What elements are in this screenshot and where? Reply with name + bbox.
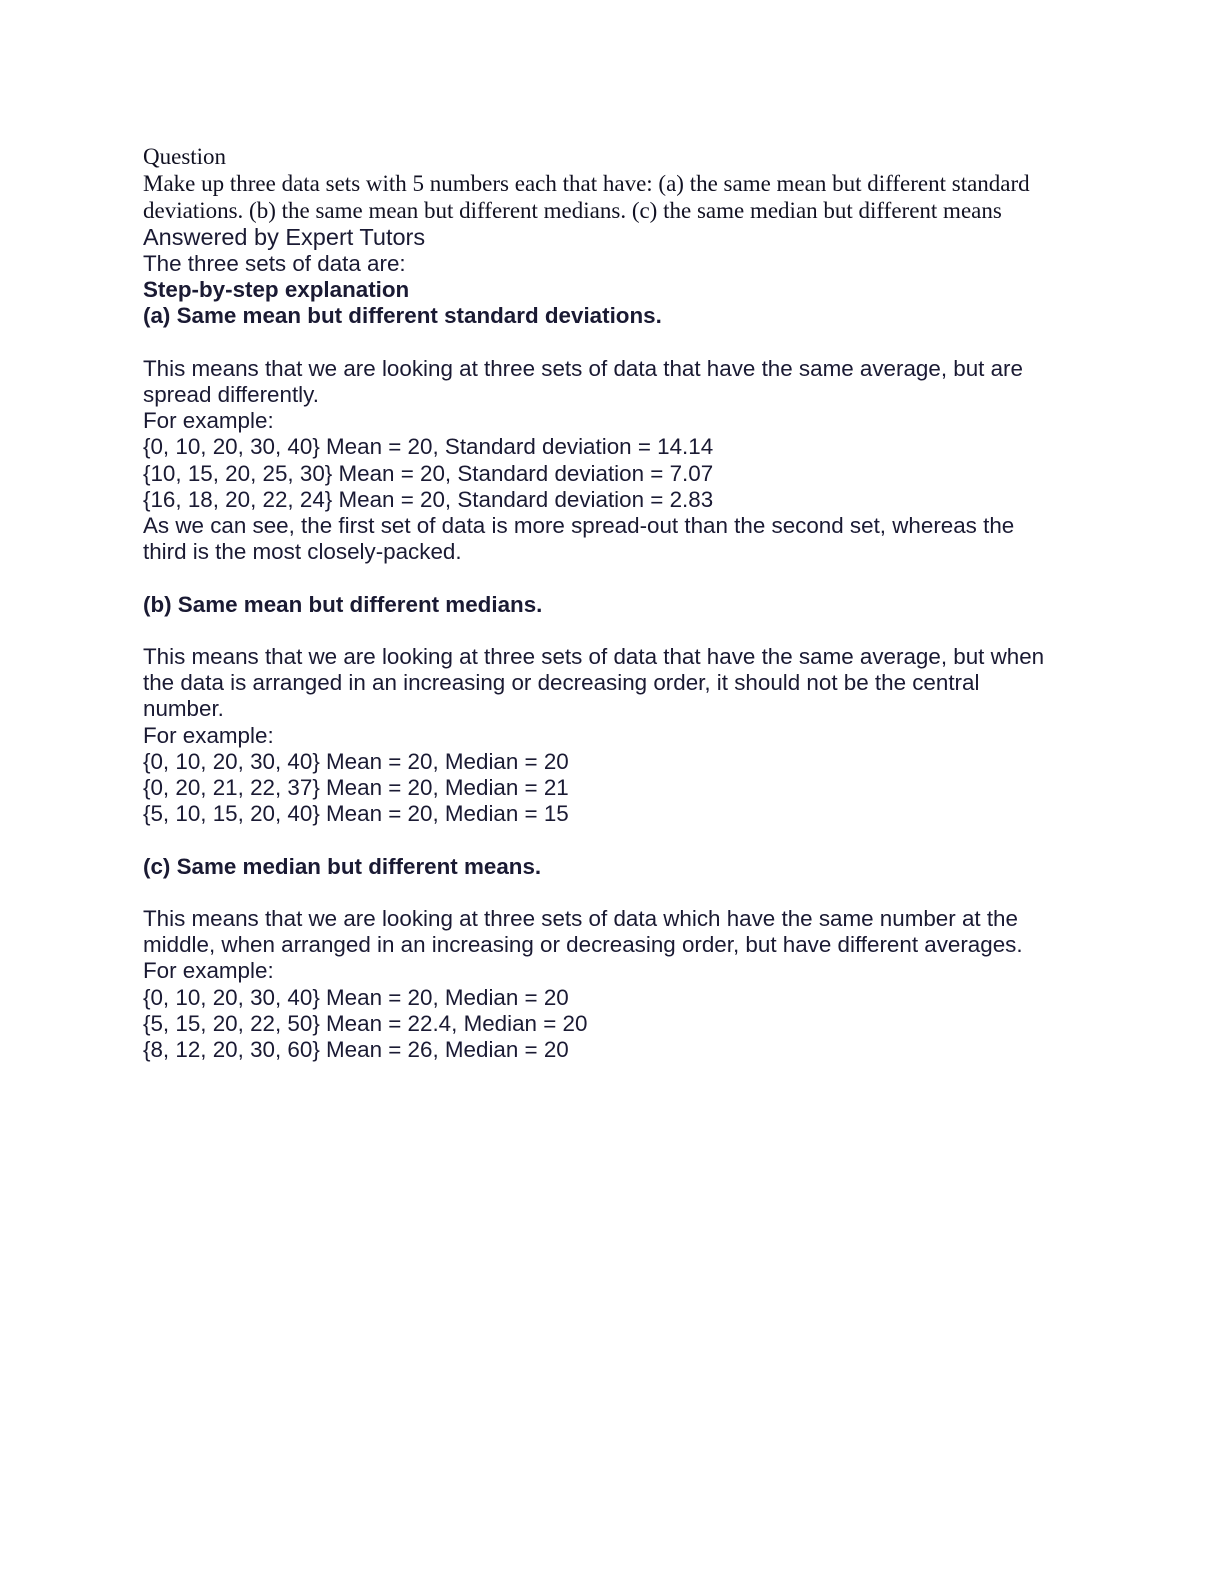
spacer <box>143 827 1083 853</box>
example-line: {0, 10, 20, 30, 40} Mean = 20, Standard deviation = 14.14 <box>143 434 714 460</box>
example-line: {0, 10, 20, 30, 40} Mean = 20, Median = 20 <box>143 984 569 1010</box>
conclusion-line: As we can see, the first set of data is more spread-out than the second set, whereas the <box>143 513 1015 539</box>
description-line: spread differently. <box>143 382 319 407</box>
example-line: {0, 20, 21, 22, 37} Mean = 20, Median = 21 <box>143 775 569 801</box>
document-page <box>143 143 1083 1063</box>
question-text-line: Make up three data sets with 5 numbers each that have: (a) the same mean but different standard <box>143 171 1030 196</box>
example-line: {16, 18, 20, 22, 24} Mean = 20, Standard deviation = 2.83 <box>143 486 714 512</box>
description-line: number. <box>143 696 224 722</box>
section-c <box>143 854 1083 1064</box>
example-line: {5, 15, 20, 22, 50} Mean = 22.4, Median = 20 <box>143 1010 588 1036</box>
description-line: This means that we are looking at three sets of data that have the same average, but are <box>143 355 1023 381</box>
section-a <box>143 303 1083 565</box>
example-line: {0, 10, 20, 30, 40} Mean = 20, Median = 20 <box>143 748 569 774</box>
description-line: the data is arranged in an increasing or decreasing order, it should not be the central <box>143 670 980 696</box>
explanation-heading: Step-by-step explanation <box>143 277 410 303</box>
section-heading: (b) Same mean but different medians. <box>143 591 543 617</box>
example-line: {8, 12, 20, 30, 60} Mean = 26, Median = 20 <box>143 1037 569 1063</box>
description-line: This means that we are looking at three sets of data that have the same average, but when <box>143 644 1045 669</box>
question-label: Question <box>143 144 227 169</box>
conclusion-line: third is the most closely-packed. <box>143 539 462 565</box>
example-label: For example: <box>143 408 274 434</box>
answer-intro: The three sets of data are: <box>143 251 406 276</box>
example-label: For example: <box>143 958 274 984</box>
description-line: middle, when arranged in an increasing or decreasing order, but have different averages. <box>143 932 1023 958</box>
example-line: {10, 15, 20, 25, 30} Mean = 20, Standard deviation = 7.07 <box>143 460 714 486</box>
section-heading: (a) Same mean but different standard deviations. <box>143 303 662 329</box>
spacer <box>143 565 1083 591</box>
description-line: This means that we are looking at three sets of data which have the same number at the <box>143 906 1018 931</box>
example-label: For example: <box>143 722 274 748</box>
spacer <box>143 330 1083 356</box>
section-b <box>143 592 1083 828</box>
answered-by-label: Answered by Expert Tutors <box>143 224 426 250</box>
example-line: {5, 10, 15, 20, 40} Mean = 20, Median = 15 <box>143 801 569 827</box>
section-heading: (c) Same median but different means. <box>143 853 542 879</box>
spacer <box>143 880 1083 906</box>
spacer <box>143 618 1083 644</box>
answer-block <box>143 224 1083 1063</box>
question-text-line: deviations. (b) the same mean but different medians. (c) the same median but different means <box>143 198 1002 223</box>
question-block <box>143 143 1083 224</box>
